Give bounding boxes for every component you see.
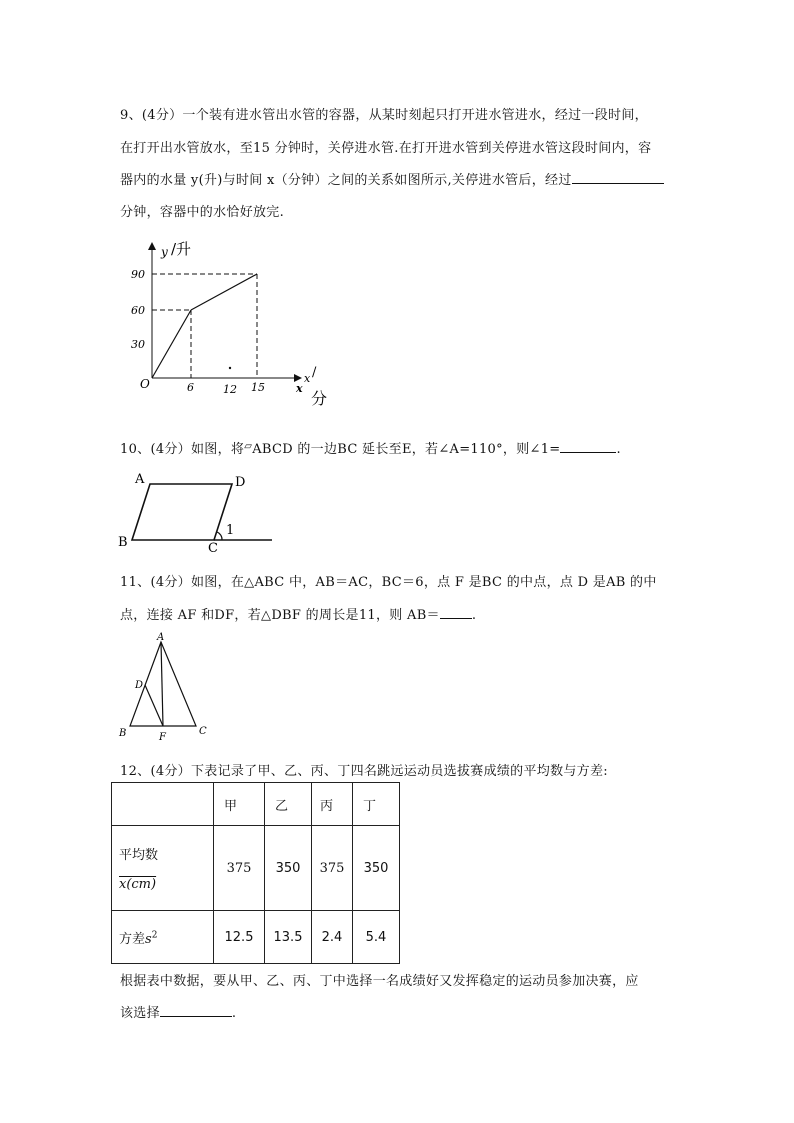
q12-after-line-1: 根据表中数据，要从甲、乙、丙、丁中选择一名成绩好又发挥稳定的运动员参加决赛，应 xyxy=(120,974,639,989)
table-header-jia: 甲 xyxy=(214,783,265,826)
mean-yi: 350 xyxy=(265,826,312,911)
q10-line-1 xyxy=(120,438,621,457)
q10-label-d: D xyxy=(235,475,246,490)
variance-bing: 2.4 xyxy=(312,911,353,964)
q9-x-tick-15: 15 xyxy=(251,381,265,394)
q9-y-var: y xyxy=(161,245,168,259)
row-variance-sup: 2 xyxy=(151,930,158,941)
variance-jia: 12.5 xyxy=(214,911,265,964)
mean-jia: 375 xyxy=(214,826,265,911)
row-mean-unit: x(cm) xyxy=(119,877,157,892)
q9-y-unit: /升 xyxy=(171,240,192,258)
variance-yi: 13.5 xyxy=(265,911,312,964)
q10-text-b: ABCD 的一边BC 延长至E，若∠A=110°，则∠1= xyxy=(252,442,561,457)
q10-text-a: 10、(4分）如图，将 xyxy=(120,442,245,457)
q9-stray-x: x xyxy=(296,382,303,395)
q11-label-b: B xyxy=(119,728,127,739)
q10-answer-blank xyxy=(560,440,616,453)
q9-y-tick-90: 90 xyxy=(131,268,145,281)
row-variance-label: 方差 xyxy=(119,931,146,947)
table-row-mean xyxy=(112,826,400,911)
q11-label-a: A xyxy=(157,632,165,643)
q12-after-line-2 xyxy=(120,1002,236,1021)
q10-label-a: A xyxy=(135,472,145,487)
q12-answer-blank xyxy=(160,1004,232,1017)
row-variance-symbol: s xyxy=(145,931,152,947)
table-row-variance xyxy=(112,911,400,964)
q9-x-var: x xyxy=(304,372,311,385)
q9-water-graph xyxy=(120,232,340,412)
q9-line-4: 分钟，容器中的水恰好放完. xyxy=(120,205,285,220)
mean-ding: 350 xyxy=(353,826,400,911)
row-mean-label: 平均数 xyxy=(119,848,159,863)
q10-label-b: B xyxy=(118,535,128,550)
q11-line-2-end: . xyxy=(471,608,477,623)
q11-answer-blank xyxy=(440,606,472,619)
q11-line-1: 11、(4分）如图，在△ABC 中，AB＝AC，BC＝6，点 F 是BC 的中点，点 D 是AB 的中 xyxy=(120,575,657,590)
q11-label-d: D xyxy=(135,680,144,691)
table-header-yi: 乙 xyxy=(265,783,312,826)
q9-x-slash: / xyxy=(312,365,317,380)
q9-x-unit: 分 xyxy=(311,389,328,408)
table-header-row xyxy=(112,783,400,826)
q11-line-2-text: 点，连接 AF 和DF，若△DBF 的周长是11，则 AB＝ xyxy=(120,608,440,623)
q10-label-c: C xyxy=(208,541,218,556)
q11-label-f: F xyxy=(159,732,166,742)
q10-angle-1: 1 xyxy=(226,523,235,538)
q9-answer-blank xyxy=(572,171,664,184)
table-header-bing: 丙 xyxy=(312,783,353,826)
q9-line-3 xyxy=(120,169,664,188)
q9-y-tick-60: 60 xyxy=(131,304,145,317)
q12-score-table xyxy=(111,782,400,964)
q12-line-1: 12、(4分）下表记录了甲、乙、丙、丁四名跳远运动员选拔赛成绩的平均数与方差: xyxy=(120,764,608,779)
q9-x-tick-12: 12 xyxy=(223,383,237,396)
q9-x-tick-6: 6 xyxy=(187,381,194,394)
q12-after-text: 该选择 xyxy=(120,1006,160,1021)
q9-dot-mark xyxy=(229,367,231,369)
row-mean-label-cell xyxy=(112,826,214,911)
q10-text-c: . xyxy=(616,442,621,457)
q9-y-tick-30: 30 xyxy=(131,338,145,351)
q11-label-c: C xyxy=(199,726,207,737)
table-header-empty xyxy=(112,783,214,826)
q9-line-1: 9、(4分）一个装有进水管出水管的容器，从某时刻起只打开进水管进水，经过一段时间， xyxy=(120,108,648,123)
q9-origin: O xyxy=(140,377,150,391)
q10-parallelogram-symbol: ▱ xyxy=(244,441,253,452)
row-variance-label-cell xyxy=(112,911,214,964)
q10-parallelogram-figure xyxy=(112,468,282,558)
q12-after-end: . xyxy=(231,1006,237,1021)
table-header-ding: 丁 xyxy=(353,783,400,826)
mean-bing: 375 xyxy=(312,826,353,911)
variance-ding: 5.4 xyxy=(353,911,400,964)
q11-line-2 xyxy=(120,604,476,623)
q9-line-3-text: 器内的水量 y(升)与时间 x（分钟）之间的关系如图所示,关停进水管后，经过 xyxy=(120,173,572,188)
q9-line-2: 在打开出水管放水，至15 分钟时，关停进水管.在打开进水管到关停进水管这段时间内，容 xyxy=(120,141,652,156)
q11-triangle-figure xyxy=(118,630,210,742)
